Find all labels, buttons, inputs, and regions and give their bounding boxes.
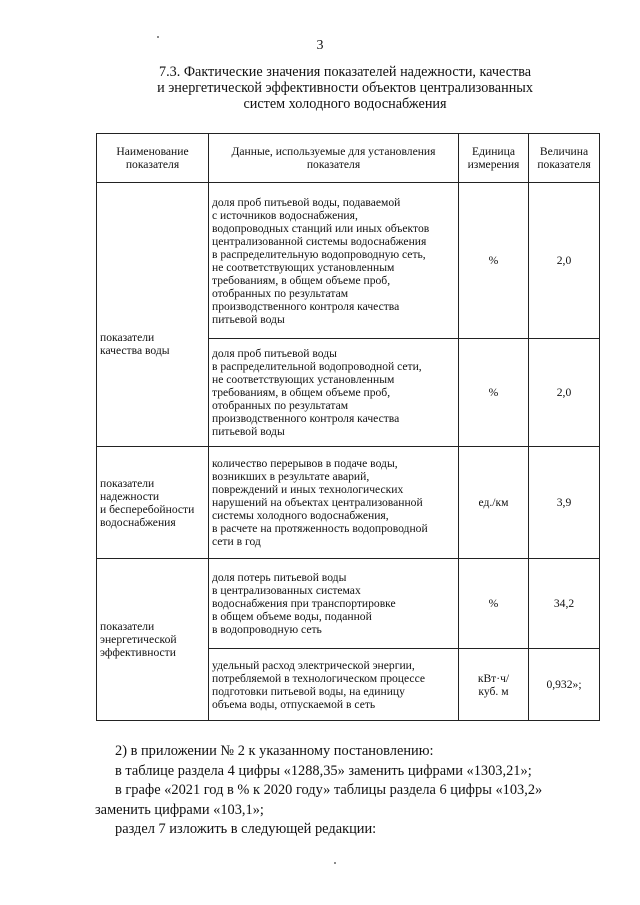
paragraph: в графе «2021 год в % к 2020 году» таблицы раздела 6 цифры «103,2» bbox=[115, 782, 543, 798]
heading-line: 7.3. Фактические значения показателей надежности, качества bbox=[159, 64, 531, 80]
table-row bbox=[97, 559, 600, 649]
header-value: Величина показателя bbox=[529, 134, 600, 183]
scan-speck bbox=[334, 862, 336, 864]
header-unit: Единица измерения bbox=[459, 134, 529, 183]
paragraph-continuation: заменить цифрами «103,1»; bbox=[95, 801, 264, 818]
table-header-row bbox=[97, 134, 600, 183]
table-row bbox=[97, 183, 600, 339]
indicator-data: доля проб питьевой воды, подаваемой с источников водоснабжения, водопроводных станций или иных объектов централизованной системы водоснабжения в распределительную водопроводную сеть, не соответствующих установленным требованиям, в общем объеме проб, отобранных по результатам производственного контроля качества питьевой воды bbox=[209, 183, 459, 339]
indicator-value: 3,9 bbox=[529, 447, 600, 559]
table-row bbox=[97, 447, 600, 559]
section-heading bbox=[95, 64, 595, 112]
indicator-unit: % bbox=[459, 559, 529, 649]
indicator-value: 0,932»; bbox=[529, 649, 600, 721]
paragraph: в таблице раздела 4 цифры «1288,35» заменить цифрами «1303,21»; bbox=[115, 762, 532, 779]
indicator-unit: % bbox=[459, 183, 529, 339]
scan-speck bbox=[157, 36, 159, 38]
indicator-value: 2,0 bbox=[529, 183, 600, 339]
indicator-unit: кВт·ч/ куб. м bbox=[459, 649, 529, 721]
paragraph: раздел 7 изложить в следующей редакции: bbox=[115, 821, 377, 837]
indicator-name-energy: показатели энергетической эффективности bbox=[97, 559, 209, 721]
paragraph: 2) в приложении № 2 к указанному постановлению: bbox=[115, 743, 434, 759]
indicator-unit: % bbox=[459, 339, 529, 447]
indicator-value: 34,2 bbox=[529, 559, 600, 649]
indicator-data: количество перерывов в подаче воды, возникших в результате аварий, повреждений и иных технологических нарушений на объектах централизованной системы холодного водоснабжения, в расчете на протяженность водопроводной сети в год bbox=[209, 447, 459, 559]
indicator-value: 2,0 bbox=[529, 339, 600, 447]
indicator-unit: ед./км bbox=[459, 447, 529, 559]
amendment-text bbox=[95, 742, 605, 840]
header-name: Наименование показателя bbox=[97, 134, 209, 183]
indicator-data: доля проб питьевой воды в распределительной водопроводной сети, не соответствующих установленным требованиям, в общем объеме проб, отобранных по результатам производственного контроля качества питьевой воды bbox=[209, 339, 459, 447]
page-number: 3 bbox=[316, 38, 324, 53]
indicator-name-quality: показатели качества воды bbox=[97, 183, 209, 447]
heading-line: и энергетической эффективности объектов централизованных bbox=[157, 80, 533, 96]
header-data: Данные, используемые для установления показателя bbox=[209, 134, 459, 183]
heading-line: систем холодного водоснабжения bbox=[243, 96, 447, 112]
indicator-name-reliability: показатели надежности и бесперебойности водоснабжения bbox=[97, 447, 209, 559]
indicator-data: удельный расход электрической энергии, потребляемой в технологическом процессе подготовки питьевой воды, на единицу объема воды, отпускаемой в сеть bbox=[209, 649, 459, 721]
indicator-data: доля потерь питьевой воды в централизованных системах водоснабжения при транспортировке в общем объеме воды, поданной в водопроводную сеть bbox=[209, 559, 459, 649]
indicators-table bbox=[96, 133, 600, 721]
